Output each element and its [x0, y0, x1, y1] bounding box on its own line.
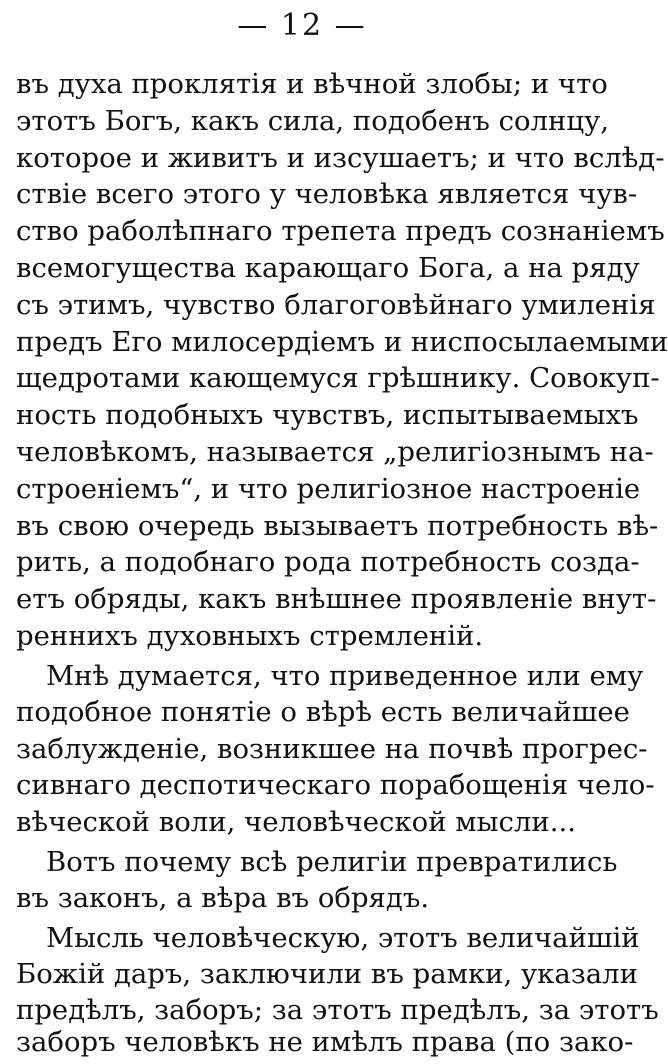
text-line: въ духа проклятія и вѣчной злобы; и что: [16, 68, 608, 100]
text-line: Мысль человѣческую, этотъ величайшій: [46, 922, 640, 954]
text-line: Божій даръ, заключили въ рамки, указали: [16, 958, 638, 990]
text-line: всемогущества карающаго Бога, а на ряду: [16, 252, 640, 284]
text-line: етъ обряды, какъ внѣшнее проявленіе внут-: [16, 583, 657, 615]
text-line: вѣческой воли, человѣческой мысли...: [16, 806, 576, 838]
text-line: щедротами кающемуся грѣшнику. Совокуп-: [16, 362, 660, 394]
text-line: которое и живитъ и изсушаетъ; и что вслѣд-: [16, 142, 665, 174]
text-line: подобное понятіе о вѣрѣ есть величайшее: [16, 696, 630, 728]
text-line: съ этимъ, чувство благоговѣйнаго умиленія: [16, 289, 656, 321]
text-line: ствіе всего этого у человѣка является чув-: [16, 178, 638, 210]
text-line: этотъ Богъ, какъ сила, подобенъ солнцу,: [16, 105, 609, 137]
text-line: строеніемъ“, и что религіозное настроеніе: [16, 473, 641, 505]
text-line: заборъ человѣкъ не имѣлъ права (по зако-: [16, 1026, 634, 1058]
text-line: въ законъ, а вѣра въ обрядъ.: [16, 882, 430, 914]
text-line: сивнаго деспотическаго порабощенія чело-: [16, 769, 655, 801]
text-line: предѣлъ, заборъ; за этотъ предѣлъ, за этотъ: [16, 994, 659, 1026]
text-line: ность подобныхъ чувствъ, испытываемыхъ: [16, 399, 639, 431]
text-line: Мнѣ думается, что приведенное или ему: [46, 660, 644, 692]
text-line: предъ Его милосердіемъ и ниспосылаемыми: [16, 326, 668, 358]
text-line: рить, а подобнаго рода потребность созда-: [16, 546, 640, 578]
text-line: реннихъ духовныхъ стремленій.: [16, 620, 484, 652]
text-line: ство раболѣпнаго трепета предъ сознаніемъ: [16, 215, 665, 247]
text-line: въ свою очередь вызываетъ потребность вѣ-: [16, 510, 659, 542]
text-line: человѣкомъ, называется „религіознымъ на-: [16, 436, 654, 468]
text-line: заблужденіе, возникшее на почвѣ прогрес-: [16, 733, 648, 765]
page-number: — 12 —: [237, 8, 367, 43]
text-line: Вотъ почему всѣ религіи превратились: [46, 846, 618, 878]
